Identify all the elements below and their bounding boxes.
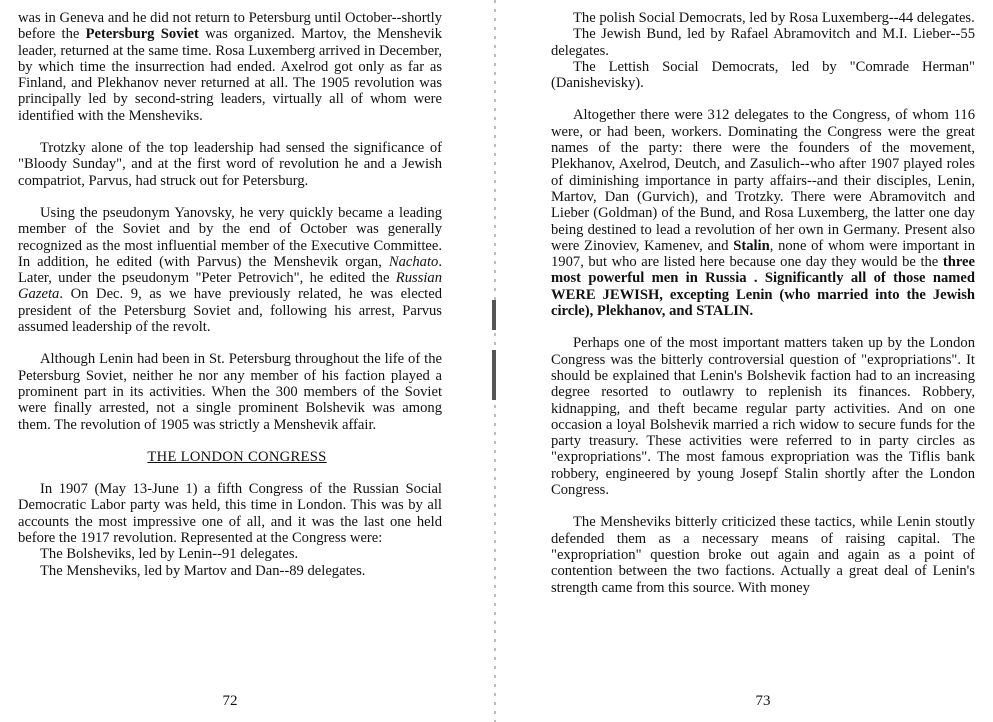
- left-page: [18, 10, 442, 715]
- page-number: 73: [755, 692, 771, 709]
- list-item: The polish Social Democrats, led by Rosa Luxemberg--44 delegates.: [573, 10, 975, 26]
- paragraph: Trotzky alone of the top leadership had sensed the significance of "Bloody Sunday", and at the first word of revolution he and a Jewish compatriot, Parvus, had struck out for Petersburg.: [18, 140, 442, 189]
- paragraph: was in Geneva and he did not return to Petersburg until October--shortly before the Petersburg Soviet was organized. Martov, the Menshevik leader, returned at the same time. Rosa Luxemberg arrived in December, by which time the insurrection had ended. Axelrod got only as far as Finland, and Plekhanov never returned at all. The 1905 revolution was principally led by second-string leaders, virtually all of whom were identified with the Mensheviks.: [18, 10, 442, 124]
- paragraph: Altogether there were 312 delegates to the Congress, of whom 116 were, or had been, workers. Dominating the Congress were the great names of the party: there were the founders of the movement, Plekhanov, Axelrod, Deutch, and Zasulich--who after 1907 played roles of diminishing importance in party affairs--and their disciples, Lenin, Martov, Dan (Gurvich), and Trotzky. There were Abramovitch and Lieber (Goldman) of the Bund, and Rosa Luxemberg, the latter one day being destined to lead a revolution of her own in Germany. Present also were Zinoviev, Kamenev, and Stalin, none of whom were important in 1907, but who are listed here because one day they would be the three most powerful men in Russia . Significantly all of those named WERE JEWISH, excepting Lenin (who married into the Jewish circle), Plekhanov, and STALIN.: [551, 107, 975, 320]
- paragraph: Perhaps one of the most important matters taken up by the London Congress was the bitterly controversial question of "expropriations". It should be explained that Lenin's Bolshevik faction had to an increasing degree resorted to outlawry to replenish its finances. Robbery, kidnapping, and theft became regular party activities. And on one occasion a loyal Bolshevik married a rich widow to secure funds for the party treasury. These activities were referred to in party circles as "expropriations". The most famous expropriation was the Tiflis bank robbery, engineered by young Josepf Stalin shortly after the London Congress.: [551, 335, 975, 499]
- paragraph: Although Lenin had been in St. Petersburg throughout the life of the Petersburg Soviet, neither he nor any member of his faction played a prominent part in its activities. When the 300 members of the Soviet were finally arrested, not a single prominent Bolshevik was among them. The revolution of 1905 was strictly a Menshevik affair.: [18, 351, 442, 433]
- paragraph: In 1907 (May 13-June 1) a fifth Congress of the Russian Social Democratic Labor party was held, this time in London. This was by all accounts the most impressive one of all, and it was the last one held before the 1917 revolution. Represented at the Congress were:: [18, 481, 442, 547]
- gutter-mark: [492, 350, 496, 400]
- paragraph: The Mensheviks bitterly criticized these tactics, while Lenin stoutly defended them as a necessary means of raising capital. The "expropriation" question broke out again and again as a point of contention between the two factions. Actually a great deal of Lenin's strength came from this source. With money: [551, 514, 975, 596]
- bold-term: Petersburg Soviet: [85, 26, 199, 43]
- gutter-mark: [492, 300, 496, 330]
- right-page: [551, 10, 975, 715]
- paragraph: Using the pseudonym Yanovsky, he very quickly became a leading member of the Soviet and by the end of October was generally recognized as the most influential member of the Executive Committee. In addition, he edited (with Parvus) the Menshevik organ, Nachato. Later, under the pseudonym "Peter Petrovich", he edited the Russian Gazeta. On Dec. 9, as we have previously related, he was elected president of the Petersburg Soviet and, following his arrest, Parvus assumed leadership of the revolt.: [18, 204, 442, 336]
- list-item: The Jewish Bund, led by Rafael Abramovitch and M.I. Lieber--55 delegates.: [551, 26, 975, 59]
- page-number: 72: [222, 692, 238, 709]
- list-item: The Lettish Social Democrats, led by "Comrade Herman" (Danishevisky).: [551, 58, 975, 92]
- section-heading: THE LONDON CONGRESS: [147, 448, 327, 465]
- list-item: The Bolsheviks, led by Lenin--91 delegates.: [40, 546, 299, 563]
- list-item: The Mensheviks, led by Martov and Dan--89 delegates.: [40, 562, 366, 579]
